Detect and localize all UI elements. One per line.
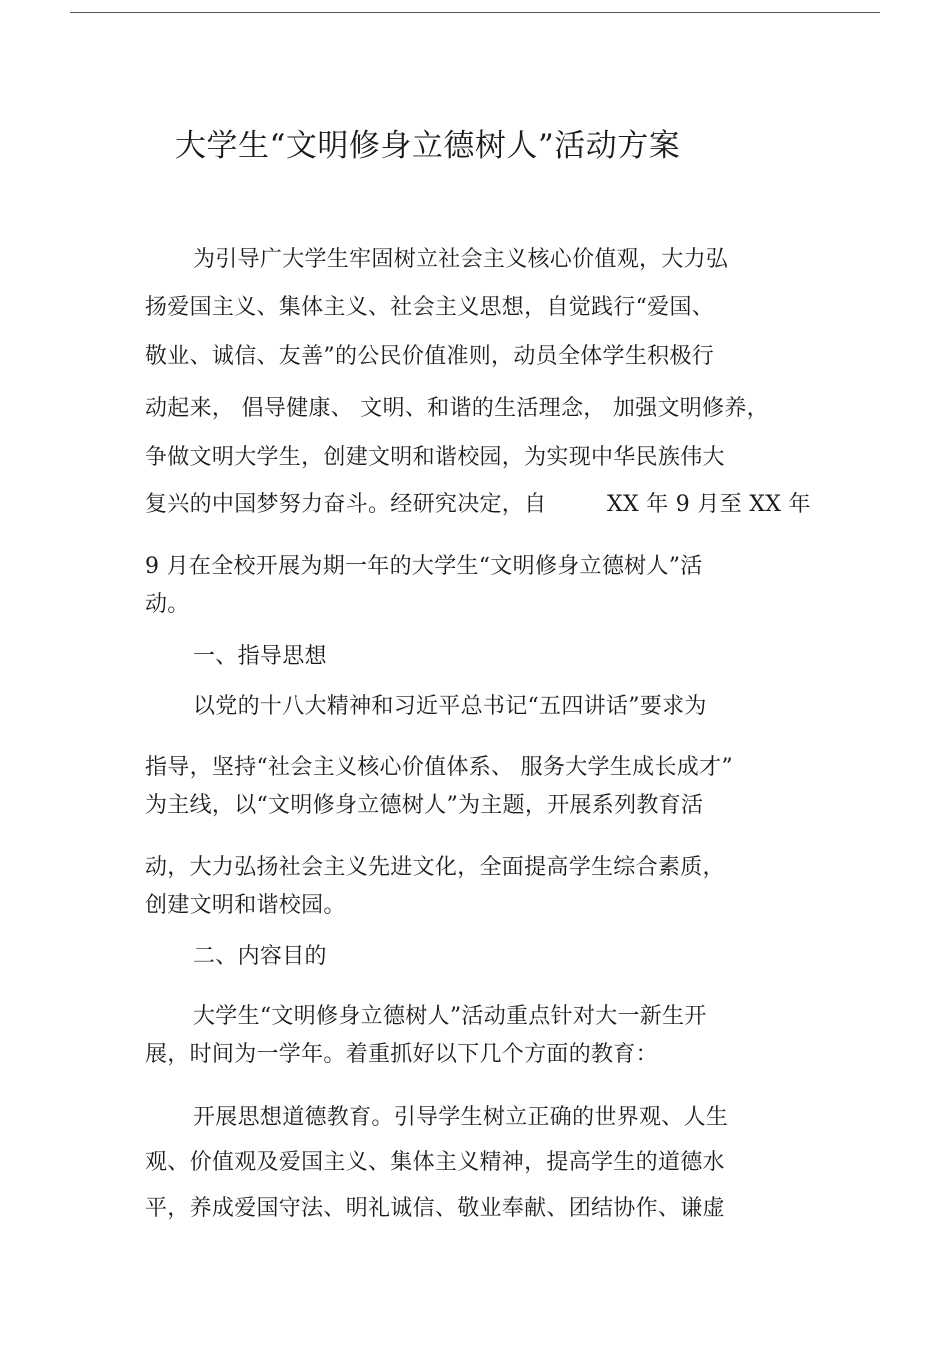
section-heading-guiding-ideology: 一、指导思想 <box>193 644 327 669</box>
document-title: 大学生“文明修身立德树人”活动方案 <box>175 128 681 164</box>
section1-line-1: 以党的十八大精神和习近平总书记“五四讲话”要求为 <box>193 694 707 719</box>
section1-line-5: 创建文明和谐校园。 <box>145 893 346 918</box>
intro-line-2: 扬爱国主义、集体主义、社会主义思想，自觉践行“爱国、 <box>145 295 715 320</box>
intro-line-6-date: XX 年 9 月至 XX 年 <box>607 492 811 517</box>
section1-line-2: 指导，坚持“社会主义核心价值体系、 服务大学生成长成才” <box>145 755 733 780</box>
header-rule <box>70 12 880 13</box>
intro-line-4: 动起来， 倡导健康、 文明、和谐的生活理念， 加强文明修养， <box>145 396 769 421</box>
section1-line-3: 为主线，以“文明修身立德树人”为主题，开展系列教育活 <box>145 793 704 818</box>
section2-line-2: 展，时间为一学年。着重抓好以下几个方面的教育： <box>145 1042 658 1067</box>
intro-line-8: 动。 <box>145 592 190 617</box>
intro-line-6 <box>145 489 546 521</box>
intro-line-1: 为引导广大学生牢固树立社会主义核心价值观，大力弘 <box>193 247 729 272</box>
section1-line-4: 动，大力弘扬社会主义先进文化，全面提高学生综合素质， <box>145 855 725 880</box>
section2-line-4: 观、价值观及爱国主义、集体主义精神，提高学生的道德水 <box>145 1150 725 1175</box>
section2-line-1: 大学生“文明修身立德树人”活动重点针对大一新生开 <box>193 1004 707 1029</box>
section2-line-3: 开展思想道德教育。引导学生树立正确的世界观、人生 <box>193 1105 729 1130</box>
intro-line-7: 9 月在全校开展为期一年的大学生“文明修身立德树人”活 <box>145 554 703 579</box>
section2-line-5: 平，养成爱国守法、明礼诚信、敬业奉献、团结协作、谦虚 <box>145 1196 725 1221</box>
intro-line-6-text: 复兴的中国梦努力奋斗。经研究决定，自 <box>145 492 547 517</box>
intro-line-3: 敬业、诚信、友善”的公民价值准则，动员全体学生积极行 <box>145 344 715 369</box>
intro-line-5: 争做文明大学生，创建文明和谐校园，为实现中华民族伟大 <box>145 445 725 470</box>
section-heading-content-purpose: 二、内容目的 <box>193 944 327 969</box>
